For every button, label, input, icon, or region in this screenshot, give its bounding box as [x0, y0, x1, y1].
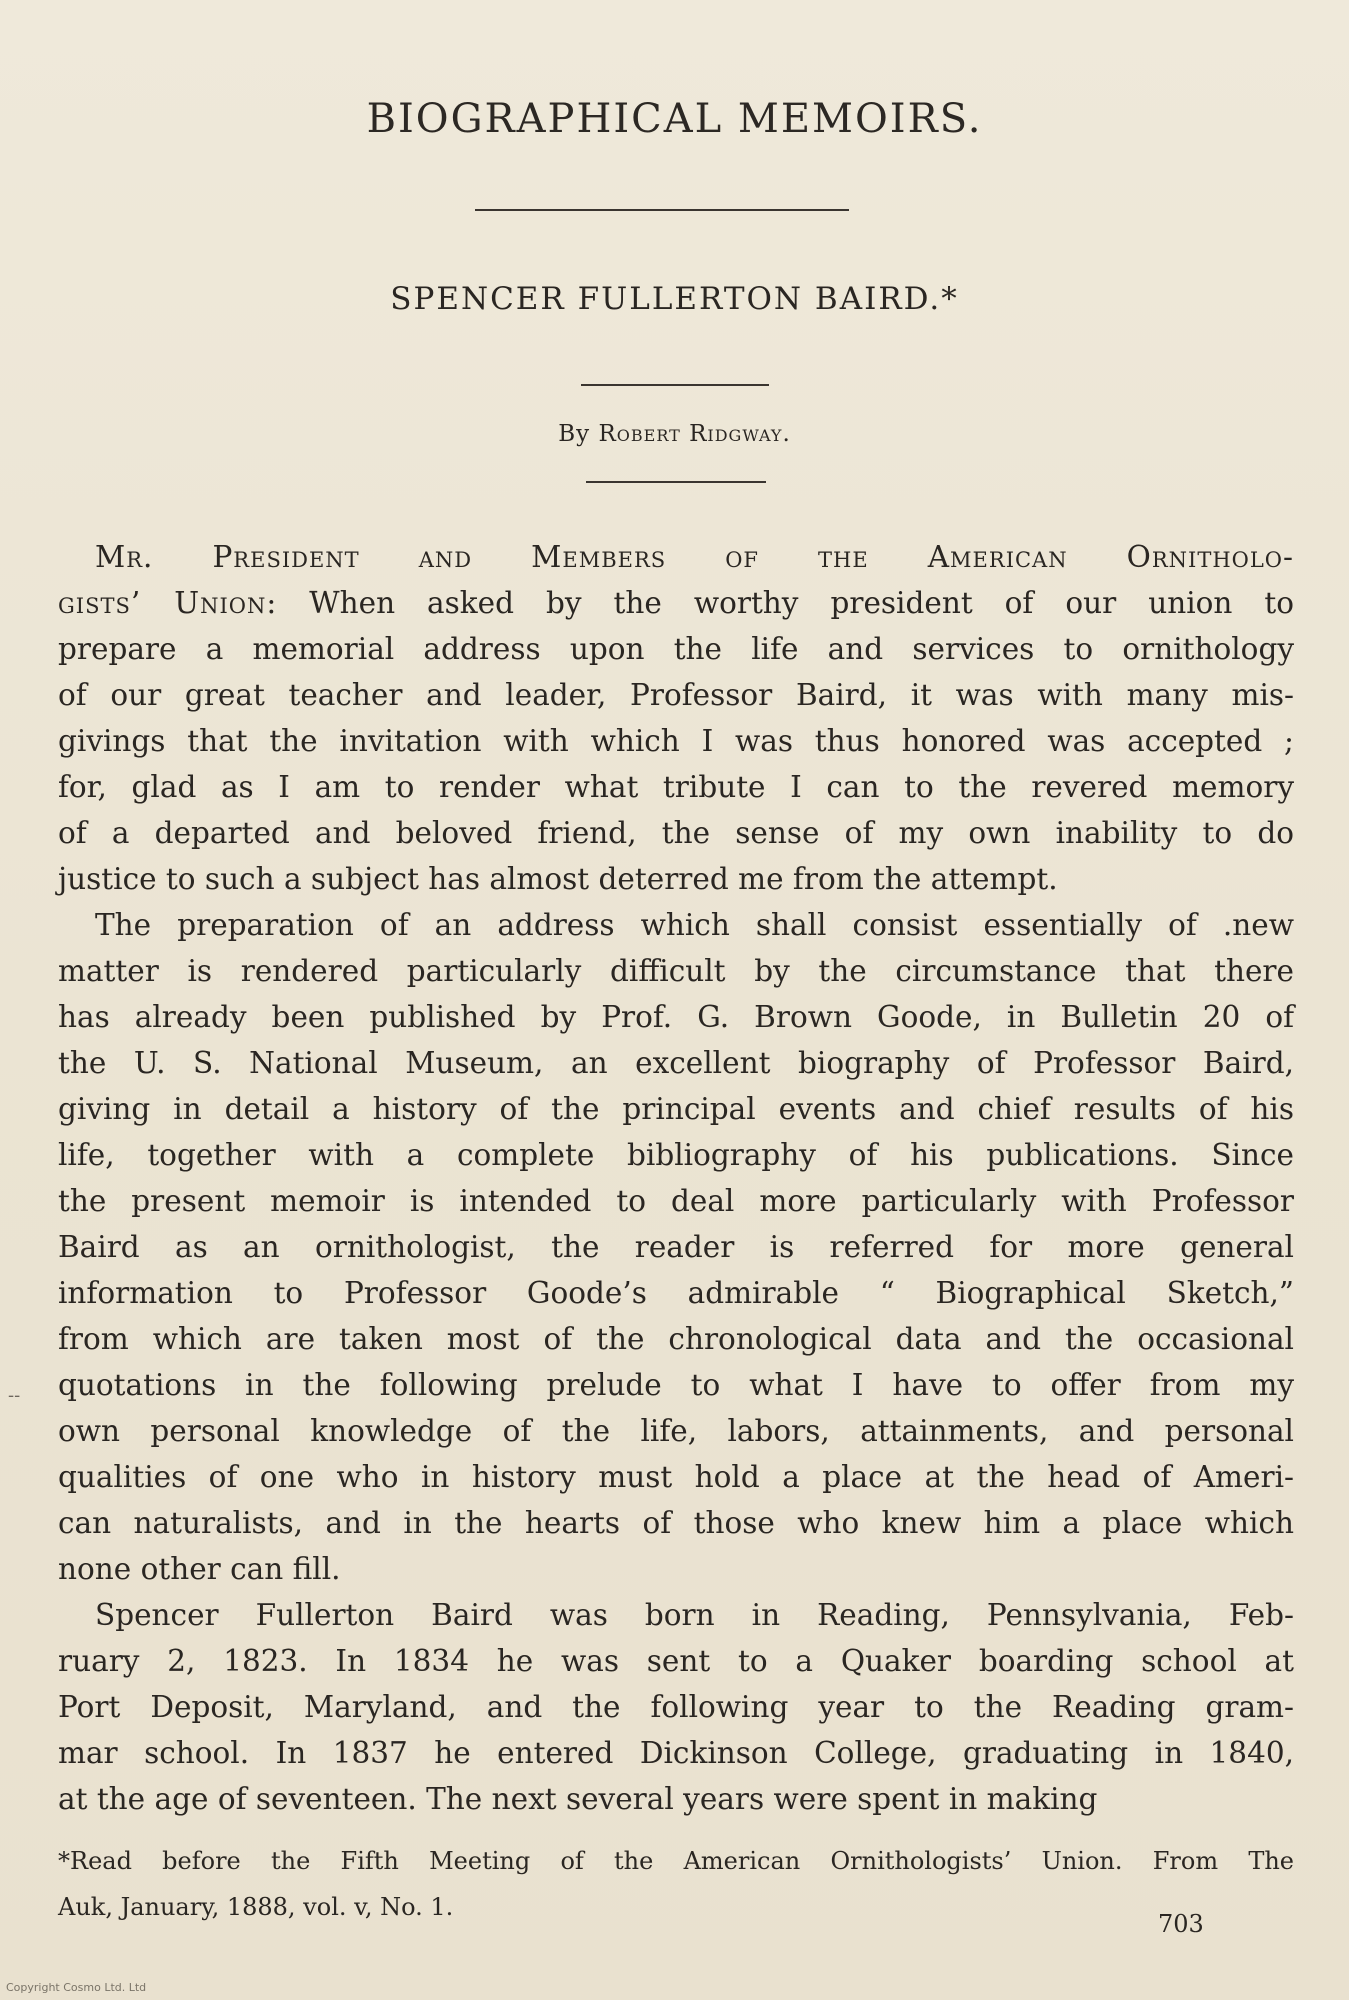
copyright-watermark: Copyright Cosmo Ltd. Ltd: [6, 1981, 147, 1994]
text-line: prepare a memorial address upon the life and services to ornithology: [58, 632, 1294, 666]
text-line: qualities of one who in history must hold a place at the head of Ameri-: [58, 1460, 1294, 1494]
text-line: the present memoir is intended to deal more particularly with Professor: [58, 1184, 1294, 1218]
text-line: ruary 2, 1823. In 1834 he was sent to a Quaker boarding school at: [58, 1644, 1294, 1678]
footnote-line: *Read before the Fifth Meeting of the American Ornithologists’ Union. From The: [58, 1847, 1294, 1875]
page-title: BIOGRAPHICAL MEMOIRS.: [366, 96, 983, 142]
text-line: from which are taken most of the chronological data and the occasional: [58, 1322, 1294, 1356]
text-line: giving in detail a history of the principal events and chief results of his: [58, 1092, 1294, 1126]
author-line: [0, 421, 1349, 447]
text-line: none other can fill.: [58, 1552, 341, 1586]
text-line: own personal knowledge of the life, labors, attainments, and personal: [58, 1414, 1294, 1448]
page-number: 703: [1158, 1910, 1204, 1938]
text-line: quotations in the following prelude to what I have to offer from my: [58, 1368, 1294, 1402]
title-divider: [475, 209, 849, 211]
text-line: of our great teacher and leader, Professor Baird, it was with many mis-: [58, 678, 1294, 712]
author-name: Robert Ridgway.: [598, 421, 791, 447]
text-line: Spencer Fullerton Baird was born in Reading, Pennsylvania, Feb-: [95, 1598, 1294, 1632]
text-line: mar school. In 1837 he entered Dickinson College, graduating in 1840,: [58, 1736, 1294, 1770]
text-line: matter is rendered particularly difficult by the circumstance that there: [58, 954, 1294, 988]
text-line: The preparation of an address which shall consist essentially of .new: [95, 908, 1294, 942]
author-prefix: By: [558, 421, 591, 447]
subject-divider: [581, 384, 769, 386]
salutation-smallcaps: Mr. President and Members of the American Ornitholo-: [95, 540, 1294, 574]
text-line: justice to such a subject has almost deterred me from the attempt.: [58, 862, 1058, 896]
salutation-smallcaps: gists’ Union:: [58, 586, 278, 620]
text-line: has already been published by Prof. G. Brown Goode, in Bulletin 20 of: [58, 1000, 1294, 1034]
text-run: When asked by the worthy president of our union to: [277, 586, 1294, 620]
text-line: Port Deposit, Maryland, and the following year to the Reading gram-: [58, 1690, 1294, 1724]
text-line: givings that the invitation with which I was thus honored was accepted ;: [58, 724, 1294, 758]
footnote-line: Auk, January, 1888, vol. v, No. 1.: [58, 1893, 454, 1921]
text-line: for, glad as I am to render what tribute I can to the revered memory: [58, 770, 1294, 804]
text-line: information to Professor Goode’s admirable “ Biographical Sketch,”: [58, 1276, 1294, 1310]
author-divider: [586, 481, 766, 483]
text-line: [58, 580, 1294, 626]
footnote: [58, 1844, 1294, 1936]
memoir-subject-title: SPENCER FULLERTON BAIRD.*: [390, 281, 959, 317]
text-line: life, together with a complete bibliography of his publications. Since: [58, 1138, 1294, 1172]
text-line: can naturalists, and in the hearts of those who knew him a place which: [58, 1506, 1294, 1540]
text-line: the U. S. National Museum, an excellent biography of Professor Baird,: [58, 1046, 1294, 1080]
text-line: Baird as an ornithologist, the reader is referred for more general: [58, 1230, 1294, 1264]
text-line: of a departed and beloved friend, the sense of my own inability to do: [58, 816, 1294, 850]
text-line: at the age of seventeen. The next several years were spent in making: [58, 1782, 1098, 1816]
memoir-body: [58, 534, 1294, 1822]
text-line: [58, 534, 1294, 580]
margin-mark: --: [8, 1385, 21, 1406]
